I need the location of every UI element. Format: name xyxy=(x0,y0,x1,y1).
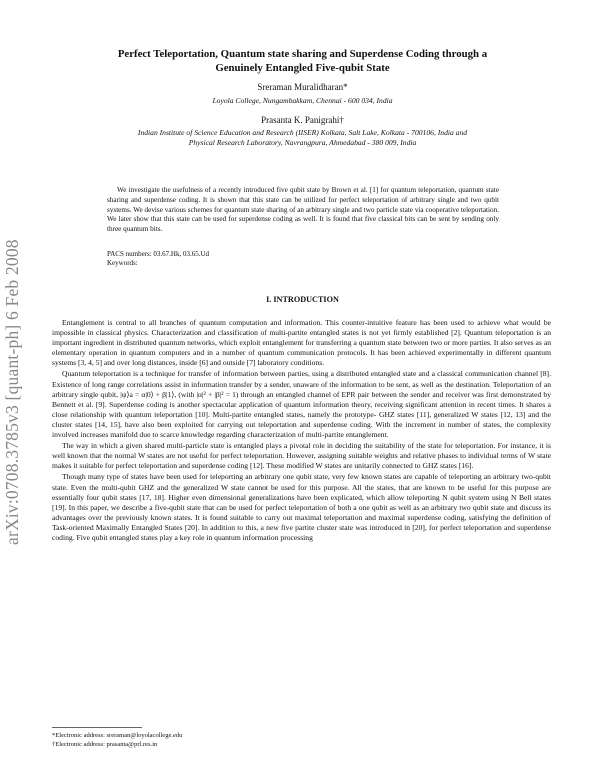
arxiv-identifier-stamp: arXiv:0708.3785v3 [quant-ph] 6 Feb 2008 xyxy=(2,239,22,545)
footnotes xyxy=(52,732,352,750)
section-heading-introduction: I. INTRODUCTION xyxy=(266,295,339,304)
introduction-body xyxy=(52,318,551,544)
author-2-affiliation-line-1: Indian Institute of Science Education and Research (IISER) Kolkata, Salt Lake, Kolkata - 700106, India and xyxy=(137,128,468,137)
abstract: We investigate the usefulness of a recently introduced five qubit state by Brown et al. [1] for quantum teleportation, quantum state sharing and superdense coding. It is shown that this state can be utilized for perfect teleportation of arbitrary single and two qubit systems. We devise various schemes for quantum state sharing of an arbitrary single and two particle state via cooperative teleportation. We later show that this state can be used for superdense coding as well. It is found that five classical bits can be sent by sending only three quantum bits. xyxy=(107,186,499,234)
author-1-name: Sreraman Muralidharan* xyxy=(257,82,348,92)
footnote-divider xyxy=(52,727,142,728)
author-1-affiliation: Loyola College, Nungambakkam, Chennai - 600 034, India xyxy=(212,96,393,105)
paragraph: The way in which a given shared multi-particle state is entangled plays a pivotal role in deciding the suitability of the state for teleportation. For instance, it is well known that the normal W states are not useful for perfect teleportation. However, assigning suitable weights and relative phases to individual terms of W state makes it suitable for perfect teleportation and superdense coding [12]. These modified W states are unitarily connected to GHZ states [16]. xyxy=(52,441,551,471)
title-line-2: Genuinely Entangled Five-qubit State xyxy=(215,62,390,74)
paragraph: Entanglement is central to all branches of quantum computation and information. This counter-intuitive feature has been used to achieve what would be impossible in classical physics. Characterization and classification of multi-partite entangled states is not yet firmly established [2]. Quantum teleportation is an important ingredient in distributed quantum networks, which exploit entanglement for transferring a quantum state between two or more parties. It also serves as an elementary operation in quantum computers and in a number of quantum communication protocols. It has been achieved experimentally in different quantum systems [3, 4, 5] and over long distances, inside [6] and outside [7] laboratory conditions. xyxy=(52,318,551,368)
pacs-numbers: PACS numbers: 03.67.Hk, 03.65.Ud xyxy=(107,250,210,258)
footnote-email-2: †Electronic address: prasanta@prl.res.in xyxy=(52,740,158,748)
paragraph: Though many type of states have been used for teleporting an arbitrary one qubit state, very few known states are capable of teleporting an arbitrary two-qubit state. Even the multi-qubit GHZ and the generalized W state cannot be used for this purpose. All the states, that are known to be useful for this purpose are essentially four qubit states [17, 18]. Higher even dimensional generalizations have been explicated, which allow teleporting N qubit system using N Bell states [19]. In this paper, we describe a five-qubit state that can be used for perfect teleportation of both a one qubit as well as an arbitrary two qubit state and discuss its advantages over the previously known states. It is found suitable to carry out maximal teleportation and maximal superdense coding, satisfying the definition of Task-oriented Maximally Entangled States [20]. In addition to this, a new five partite cluster state was introduced in [20], for perfect teleportation and superdense coding. Five qubit entangled states play a key role in quantum information processing xyxy=(52,472,551,542)
author-2-name: Prasanta K. Panigrahi† xyxy=(261,115,344,125)
keywords: Keywords: xyxy=(107,259,138,267)
title-line-1: Perfect Teleportation, Quantum state sharing and Superdense Coding through a xyxy=(117,48,488,60)
paragraph: Quantum teleportation is a technique for transfer of information between parties, using a distributed entangled state and a classical communication channel [8]. Existence of long range correlations assist in information transfer by a sender, unaware of the information to be sent, as well as the destination. Teleportation of an arbitrary single qubit, |ψ⟩a = α|0⟩ + β|1⟩, (with |α|² + |β|² = 1) through an entangled channel of EPR pair between the sender and receiver was first demonstrated by Bennett et al. [9]. Superdense coding is another spectacular application of quantum information theory, receiving significant attention in recent times. It shares a close relationship with quantum teleportation [10]. Multi-partite entangled states, namely the prototype- GHZ states [11], generalized W states [12, 13] and the cluster states [14, 15], have also been exploited for carrying out teleportation and superdense coding. With the increment in number of states, the complexity involved increases manifold due to scarce knowledge regarding characterization of multi-partite entanglement. xyxy=(52,369,551,440)
author-2-affiliation-line-2: Physical Research Laboratory, Navrangpura, Ahmedabad - 380 009, India xyxy=(188,138,417,147)
footnote-email-1: *Electronic address: sreraman@loyolacollege.edu xyxy=(52,732,183,739)
paper-title xyxy=(60,47,545,75)
